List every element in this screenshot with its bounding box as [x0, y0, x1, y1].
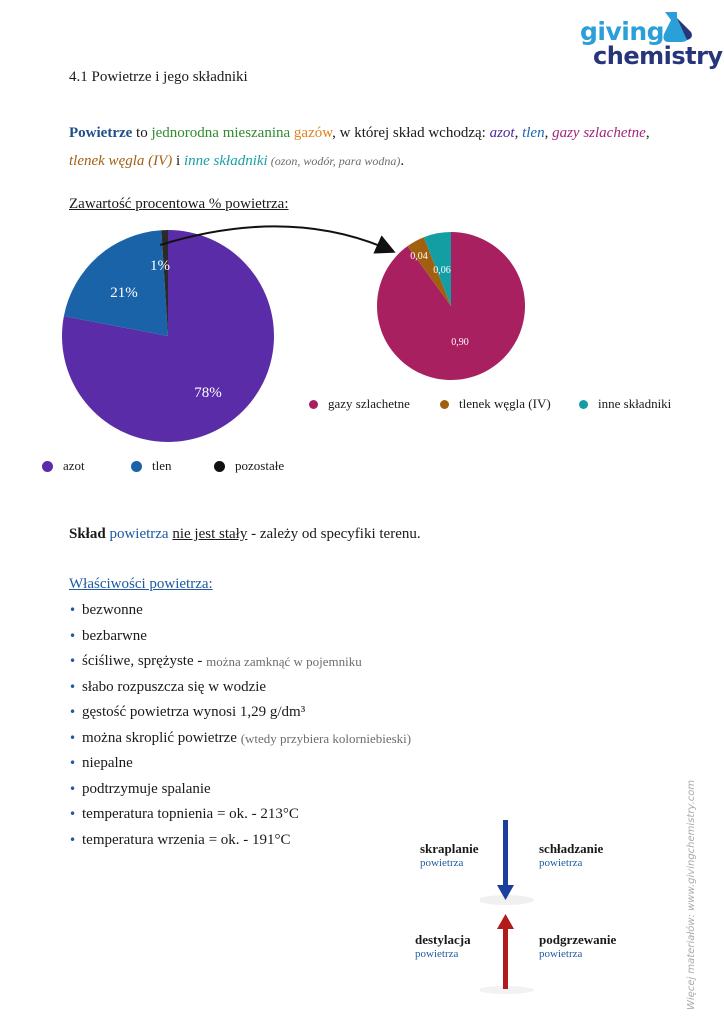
property-text: bezbarwne [82, 627, 147, 644]
process-label: schładzanie [539, 841, 604, 856]
pie-detail-data-label: 0,90 [451, 337, 469, 348]
bullet-icon: • [69, 705, 77, 719]
def-sep: , [544, 125, 553, 141]
term-tlenek-wegla: tlenek węgla (IV) [69, 153, 173, 169]
bullet-icon: • [69, 730, 77, 745]
legend-dot [214, 461, 225, 472]
legend-item-pozostale [214, 458, 284, 474]
list-item [69, 777, 411, 803]
legend-label: tlen [152, 458, 172, 473]
arrow-up-icon [497, 914, 514, 989]
property-text: gęstość powietrza wynosi 1,29 g/dm³ [82, 704, 306, 720]
def-end: . [400, 153, 405, 169]
logo-text-giving: giving [580, 17, 665, 46]
def-sep: , [645, 125, 650, 141]
legend-item-inne-skladniki [579, 396, 671, 412]
pie-main-data-label: 1% [150, 258, 170, 274]
legend-dot [579, 400, 588, 409]
property-text: niepalne [82, 755, 133, 771]
pie-detail-slice-0 [377, 232, 525, 380]
bullet-icon: • [69, 756, 77, 770]
credit-text: Więcej materiałów: www.givingchemistry.com [686, 779, 697, 1010]
process-label: podgrzewanie [539, 932, 617, 947]
legend-dot [42, 461, 53, 472]
process-label: destylacja [415, 932, 471, 947]
legend-label: inne składniki [598, 396, 672, 411]
legend-label: gazy szlachetne [328, 396, 410, 411]
property-text: ściśliwe, sprężyste - [82, 653, 207, 669]
term-gazy-szlachetne: gazy szlachetne [552, 125, 646, 141]
property-text: można skroplić powietrze [82, 729, 241, 746]
property-text: temperatura topnienia = ok. - 213°C [82, 806, 299, 822]
pie-main-data-label: 21% [110, 285, 138, 301]
legend-dot [131, 461, 142, 472]
def-text: to [132, 125, 152, 141]
arrow-down-icon [497, 820, 514, 900]
list-item [69, 751, 411, 777]
legend-label: pozostałe [235, 458, 285, 473]
property-text: podtrzymuje spalanie [82, 780, 211, 797]
process-top-left [420, 841, 479, 869]
def-sep: , [514, 125, 523, 141]
term-powietrze: Powietrze [69, 125, 133, 141]
bullet-icon: • [69, 781, 77, 796]
properties-list [69, 598, 411, 853]
property-note-blue: niebieski [359, 730, 407, 746]
sklad-text: - zależy od specyfiki terenu. [247, 526, 421, 542]
term-gazow: gazów [293, 125, 333, 141]
legend-item-tlenek-wegla [440, 396, 551, 412]
process-bottom-right [539, 932, 616, 960]
term-tlen: tlen [522, 125, 545, 141]
legend-item-tlen [131, 458, 172, 474]
list-item [69, 598, 411, 624]
term-jednorodna-mieszanina: jednorodna mieszanina [151, 125, 291, 141]
list-item [69, 675, 411, 701]
pie-charts [0, 215, 724, 485]
term-sklad: Skład [69, 526, 106, 542]
legend-label: azot [63, 458, 85, 473]
property-note: (wtedy przybiera kolor [240, 730, 360, 746]
chart-subtitle: Zawartość procentowa % powietrza: [69, 196, 289, 212]
pie-main [62, 230, 274, 442]
pie-detail-data-label: 0,04 [410, 251, 428, 262]
logo-text-chemistry: chemistry [593, 42, 723, 70]
process-bottom-left [415, 932, 471, 960]
bullet-icon: • [69, 628, 77, 643]
property-text: słabo rozpuszcza się w wodzie [82, 678, 267, 695]
process-top-right [539, 841, 603, 869]
def-text: i [172, 153, 184, 169]
pie-main-data-label: 78% [194, 385, 222, 401]
term-powietrza: powietrza [109, 526, 169, 542]
bullet-icon: • [69, 679, 77, 694]
def-note: (ozon, wodór, para wodna) [267, 154, 401, 168]
list-item [69, 649, 411, 675]
def-text: , w której skład wchodzą: [332, 125, 490, 141]
definition-paragraph [69, 119, 669, 175]
list-item [69, 624, 411, 650]
bullet-icon: • [69, 654, 77, 668]
process-sub: powietrza [415, 948, 459, 960]
legend-label: tlenek węgla (IV) [459, 396, 551, 411]
list-item [69, 726, 411, 752]
term-azot: azot [489, 125, 515, 141]
bullet-icon: • [69, 603, 77, 617]
process-arrows [480, 815, 540, 995]
property-note: można zamknąć w pojemniku [206, 654, 362, 669]
properties-title: Właściwości powietrza: [69, 576, 213, 592]
process-sub: powietrza [420, 857, 464, 869]
pie-detail-data-label: 0,06 [433, 265, 451, 276]
bullet-icon: • [69, 832, 77, 847]
term-nie-jest-staly: nie jest stały [172, 526, 248, 542]
process-label: skraplanie [420, 841, 479, 856]
list-item [69, 700, 411, 726]
pie-detail [377, 232, 525, 380]
process-sub: powietrza [539, 857, 583, 869]
property-text: bezwonne [82, 602, 143, 618]
property-note-end: ) [406, 730, 412, 746]
legend-dot [309, 400, 318, 409]
sklad-statement [69, 526, 421, 543]
process-sub: powietrza [539, 948, 583, 960]
list-item [69, 802, 411, 828]
term-inne-skladniki: inne składniki [183, 153, 268, 169]
property-text: temperatura wrzenia = ok. - 191°C [82, 831, 291, 848]
list-item [69, 828, 411, 854]
legend-item-azot [42, 458, 85, 474]
bullet-icon: • [69, 807, 77, 821]
section-title: 4.1 Powietrze i jego składniki [69, 69, 248, 85]
legend-item-gazy-szlachetne [309, 396, 410, 412]
legend-dot [440, 400, 449, 409]
